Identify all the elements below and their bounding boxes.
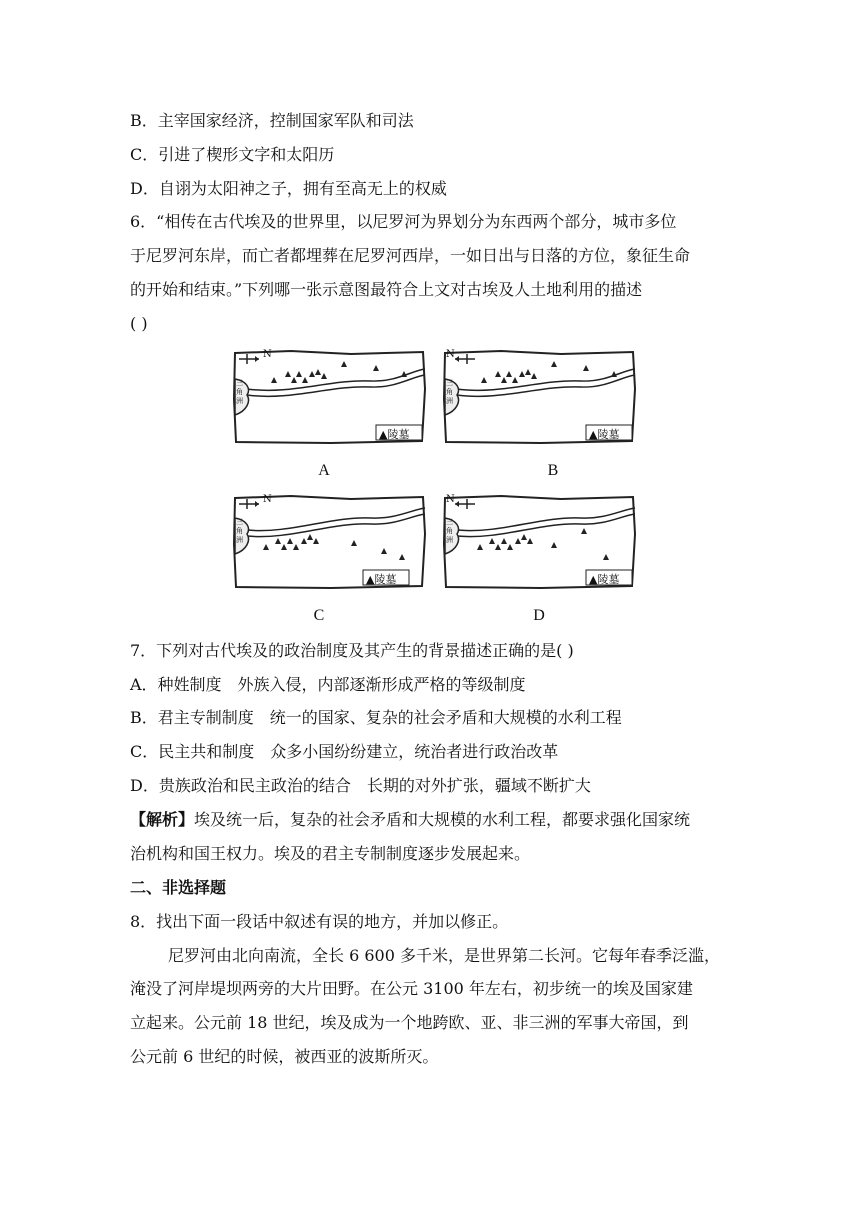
q8-paragraph-line2: 淹没了河岸堤坝两旁的大片田野。在公元 3100 年左右，初步统一的埃及国家建 xyxy=(130,979,693,998)
q7-analysis-text1: 埃及统一后，复杂的社会矛盾和大规模的水利工程，都要求强化国家统 xyxy=(194,810,691,829)
q5-option-b: B．主宰国家经济，控制国家军队和司法 xyxy=(130,111,414,130)
q7-analysis-line1 xyxy=(130,809,740,831)
map-c-caption: C xyxy=(313,607,325,624)
map-a-caption: A xyxy=(318,462,330,479)
q7-option-d: D．贵族政治和民主政治的结合 长期的对外扩张，疆域不断扩大 xyxy=(130,776,591,795)
map-d xyxy=(441,494,637,590)
map-c-legend: ▲陵墓 xyxy=(366,573,397,586)
map-c xyxy=(231,494,427,590)
q7-option-a: A．种姓制度 外族入侵，内部逐渐形成严格的等级制度 xyxy=(130,675,526,694)
q5-option-c: C．引进了楔形文字和太阳历 xyxy=(130,145,335,164)
map-b xyxy=(441,349,637,445)
map-b-delta-label: 三角洲 xyxy=(446,379,453,405)
q8-paragraph-line1: 尼罗河由北向南流，全长 6 600 多千米，是世界第二长河。它每年春季泛滥， xyxy=(168,946,720,965)
q6-answer-blank: ( ) xyxy=(130,314,148,333)
q7-analysis-label: 【解析】 xyxy=(130,810,195,829)
map-c-delta-label: 三角洲 xyxy=(236,518,243,544)
q7-option-c: C．民主共和制度 众多小国纷纷建立，统治者进行政治改革 xyxy=(130,742,559,761)
q7-stem: 7．下列对古代埃及的政治制度及其产生的背景描述正确的是( ) xyxy=(130,641,574,660)
map-d-compass-label: N xyxy=(446,494,455,505)
map-a-legend: ▲陵墓 xyxy=(379,428,410,441)
map-c-figure xyxy=(231,494,427,590)
map-b-legend: ▲陵墓 xyxy=(589,428,620,441)
map-c-compass-label: N xyxy=(263,494,272,505)
q7-analysis-line2: 治机构和国王权力。埃及的君主专制制度逐步发展起来。 xyxy=(130,844,531,863)
map-b-caption: B xyxy=(547,462,559,479)
q8-stem: 8．找出下面一段话中叙述有误的地方，并加以修正。 xyxy=(130,912,509,931)
q8-paragraph-line3: 立起来。公元前 18 世纪，埃及成为一个地跨欧、亚、非三洲的军事大帝国，到 xyxy=(130,1013,689,1032)
map-d-caption: D xyxy=(533,607,545,624)
q6-stem-line2: 于尼罗河东岸，而亡者都埋葬在尼罗河西岸，一如日出与日落的方位，象征生命 xyxy=(130,246,691,265)
q6-stem-line3: 的开始和结束。”下列哪一张示意图最符合上文对古埃及人土地利用的描述 xyxy=(130,280,643,299)
q8-paragraph-line4: 公元前 6 世纪的时候，被西亚的波斯所灭。 xyxy=(130,1047,439,1066)
map-d-legend: ▲陵墓 xyxy=(589,573,620,586)
q5-option-d: D．自诩为太阳神之子，拥有至高无上的权威 xyxy=(130,179,447,198)
map-d-delta-label: 三角洲 xyxy=(446,518,453,544)
q6-stem-line1: 6．“相传在古代埃及的世界里，以尼罗河为界划分为东西两个部分，城市多位 xyxy=(130,212,677,231)
map-a xyxy=(231,349,427,445)
map-b-compass-label: N xyxy=(446,349,455,360)
map-a-delta-label: 三角洲 xyxy=(236,379,243,405)
section-title: 二、非选择题 xyxy=(130,878,227,897)
q7-option-b: B．君主专制制度 统一的国家、复杂的社会矛盾和大规模的水利工程 xyxy=(130,708,622,727)
map-a-compass-label: N xyxy=(263,349,272,360)
